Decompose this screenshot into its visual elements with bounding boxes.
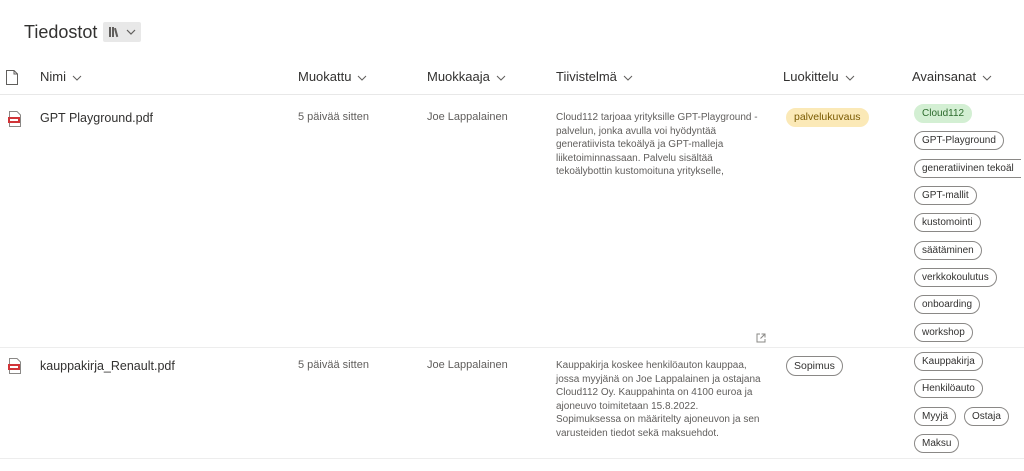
keyword-tag[interactable]: generatiivinen tekoäl <box>914 159 1021 178</box>
library-title-row <box>24 20 141 44</box>
keyword-tag[interactable]: Myyjä <box>914 407 956 426</box>
summary-line: Cloud112 Oy. Kauppahinta on 4100 euroa ja <box>556 387 753 398</box>
keyword-tag[interactable]: Cloud112 <box>914 104 972 123</box>
file-name-link[interactable]: GPT Playground.pdf <box>40 111 154 125</box>
column-header-modified-label: Muokattu <box>298 69 352 84</box>
keyword-tag[interactable]: onboarding <box>914 295 980 314</box>
summary-text <box>556 359 766 440</box>
column-header-category-label: Luokittelu <box>783 69 839 84</box>
category-tag[interactable]: Sopimus <box>786 356 843 376</box>
pdf-icon <box>8 111 22 127</box>
column-header-category[interactable] <box>783 62 855 94</box>
chevron-down-icon <box>357 75 367 81</box>
summary-line: liiketoiminnassaan. Palvelu sisältää <box>556 152 713 164</box>
keyword-tag[interactable]: Henkilöauto <box>914 379 983 398</box>
chevron-down-icon <box>496 75 506 81</box>
library-icon <box>108 26 122 38</box>
summary-line: ajoneuvo toimitetaan 15.8.2022. <box>556 400 699 412</box>
modified-by[interactable]: Joe Lappalainen <box>427 111 508 123</box>
column-header-modified-by[interactable] <box>427 62 506 94</box>
keyword-tag[interactable]: verkkokoulutus <box>914 268 997 287</box>
summary-line: Cloud112 tarjoaa yrityksille GPT-Playground - <box>556 112 758 123</box>
column-header-summary[interactable] <box>556 62 633 94</box>
chevron-down-icon <box>982 75 992 81</box>
view-switcher-button[interactable] <box>103 22 141 42</box>
table-row[interactable] <box>0 95 1024 348</box>
keyword-tag[interactable]: säätäminen <box>914 241 982 260</box>
chevron-down-icon <box>126 29 136 35</box>
summary-line: generatiivista tekoälyä ja GPT-malleja <box>556 139 724 150</box>
keyword-tag[interactable]: Maksu <box>914 434 959 453</box>
summary-line: varusteiden tiedot sekä maksuehdot. <box>556 427 719 439</box>
summary-line: Kauppakirja koskee henkilöauton kauppaa, <box>556 360 747 371</box>
keyword-tag[interactable]: GPT-Playground <box>914 131 1004 150</box>
column-header-row <box>0 62 1024 95</box>
keyword-tag[interactable]: Kauppakirja <box>914 352 983 371</box>
keyword-tag[interactable]: Ostaja <box>964 407 1009 426</box>
chevron-down-icon <box>623 75 633 81</box>
file-name-link[interactable]: kauppakirja_Renault.pdf <box>40 359 175 373</box>
column-header-summary-label: Tiivistelmä <box>556 69 617 84</box>
column-header-keywords[interactable] <box>912 62 992 94</box>
pdf-icon <box>8 358 22 374</box>
category-tag[interactable]: palvelukuvaus <box>786 108 869 127</box>
keyword-tag[interactable]: kustomointi <box>914 213 981 232</box>
modified-date: 5 päivää sitten <box>298 359 369 371</box>
column-header-name[interactable] <box>40 62 82 94</box>
chevron-down-icon <box>72 75 82 81</box>
column-header-name-label: Nimi <box>40 69 66 84</box>
keyword-tag[interactable]: GPT-mallit <box>914 186 977 205</box>
summary-line: palvelun, jonka avulla voi hyödyntää <box>556 125 717 137</box>
summary-line: jossa myyjänä on Joe Lappalainen ja ostajana <box>556 373 761 385</box>
page-title: Tiedostot <box>24 21 98 42</box>
modified-date: 5 päivää sitten <box>298 111 369 123</box>
table-row[interactable] <box>0 348 1024 459</box>
file-icon <box>6 70 18 85</box>
summary-text <box>556 111 766 179</box>
column-header-modified-by-label: Muokkaaja <box>427 69 490 84</box>
open-external-icon[interactable] <box>756 333 766 343</box>
chevron-down-icon <box>845 75 855 81</box>
summary-line: Sopimuksessa on määritelty ajoneuvon ja sen <box>556 414 760 425</box>
modified-by[interactable]: Joe Lappalainen <box>427 359 508 371</box>
summary-line: tekoälybottin kustomoituna yritykselle, <box>556 166 724 177</box>
column-header-modified[interactable] <box>298 62 367 94</box>
keyword-tag[interactable]: workshop <box>914 323 973 342</box>
file-type-header[interactable] <box>6 62 18 94</box>
column-header-keywords-label: Avainsanat <box>912 69 977 84</box>
